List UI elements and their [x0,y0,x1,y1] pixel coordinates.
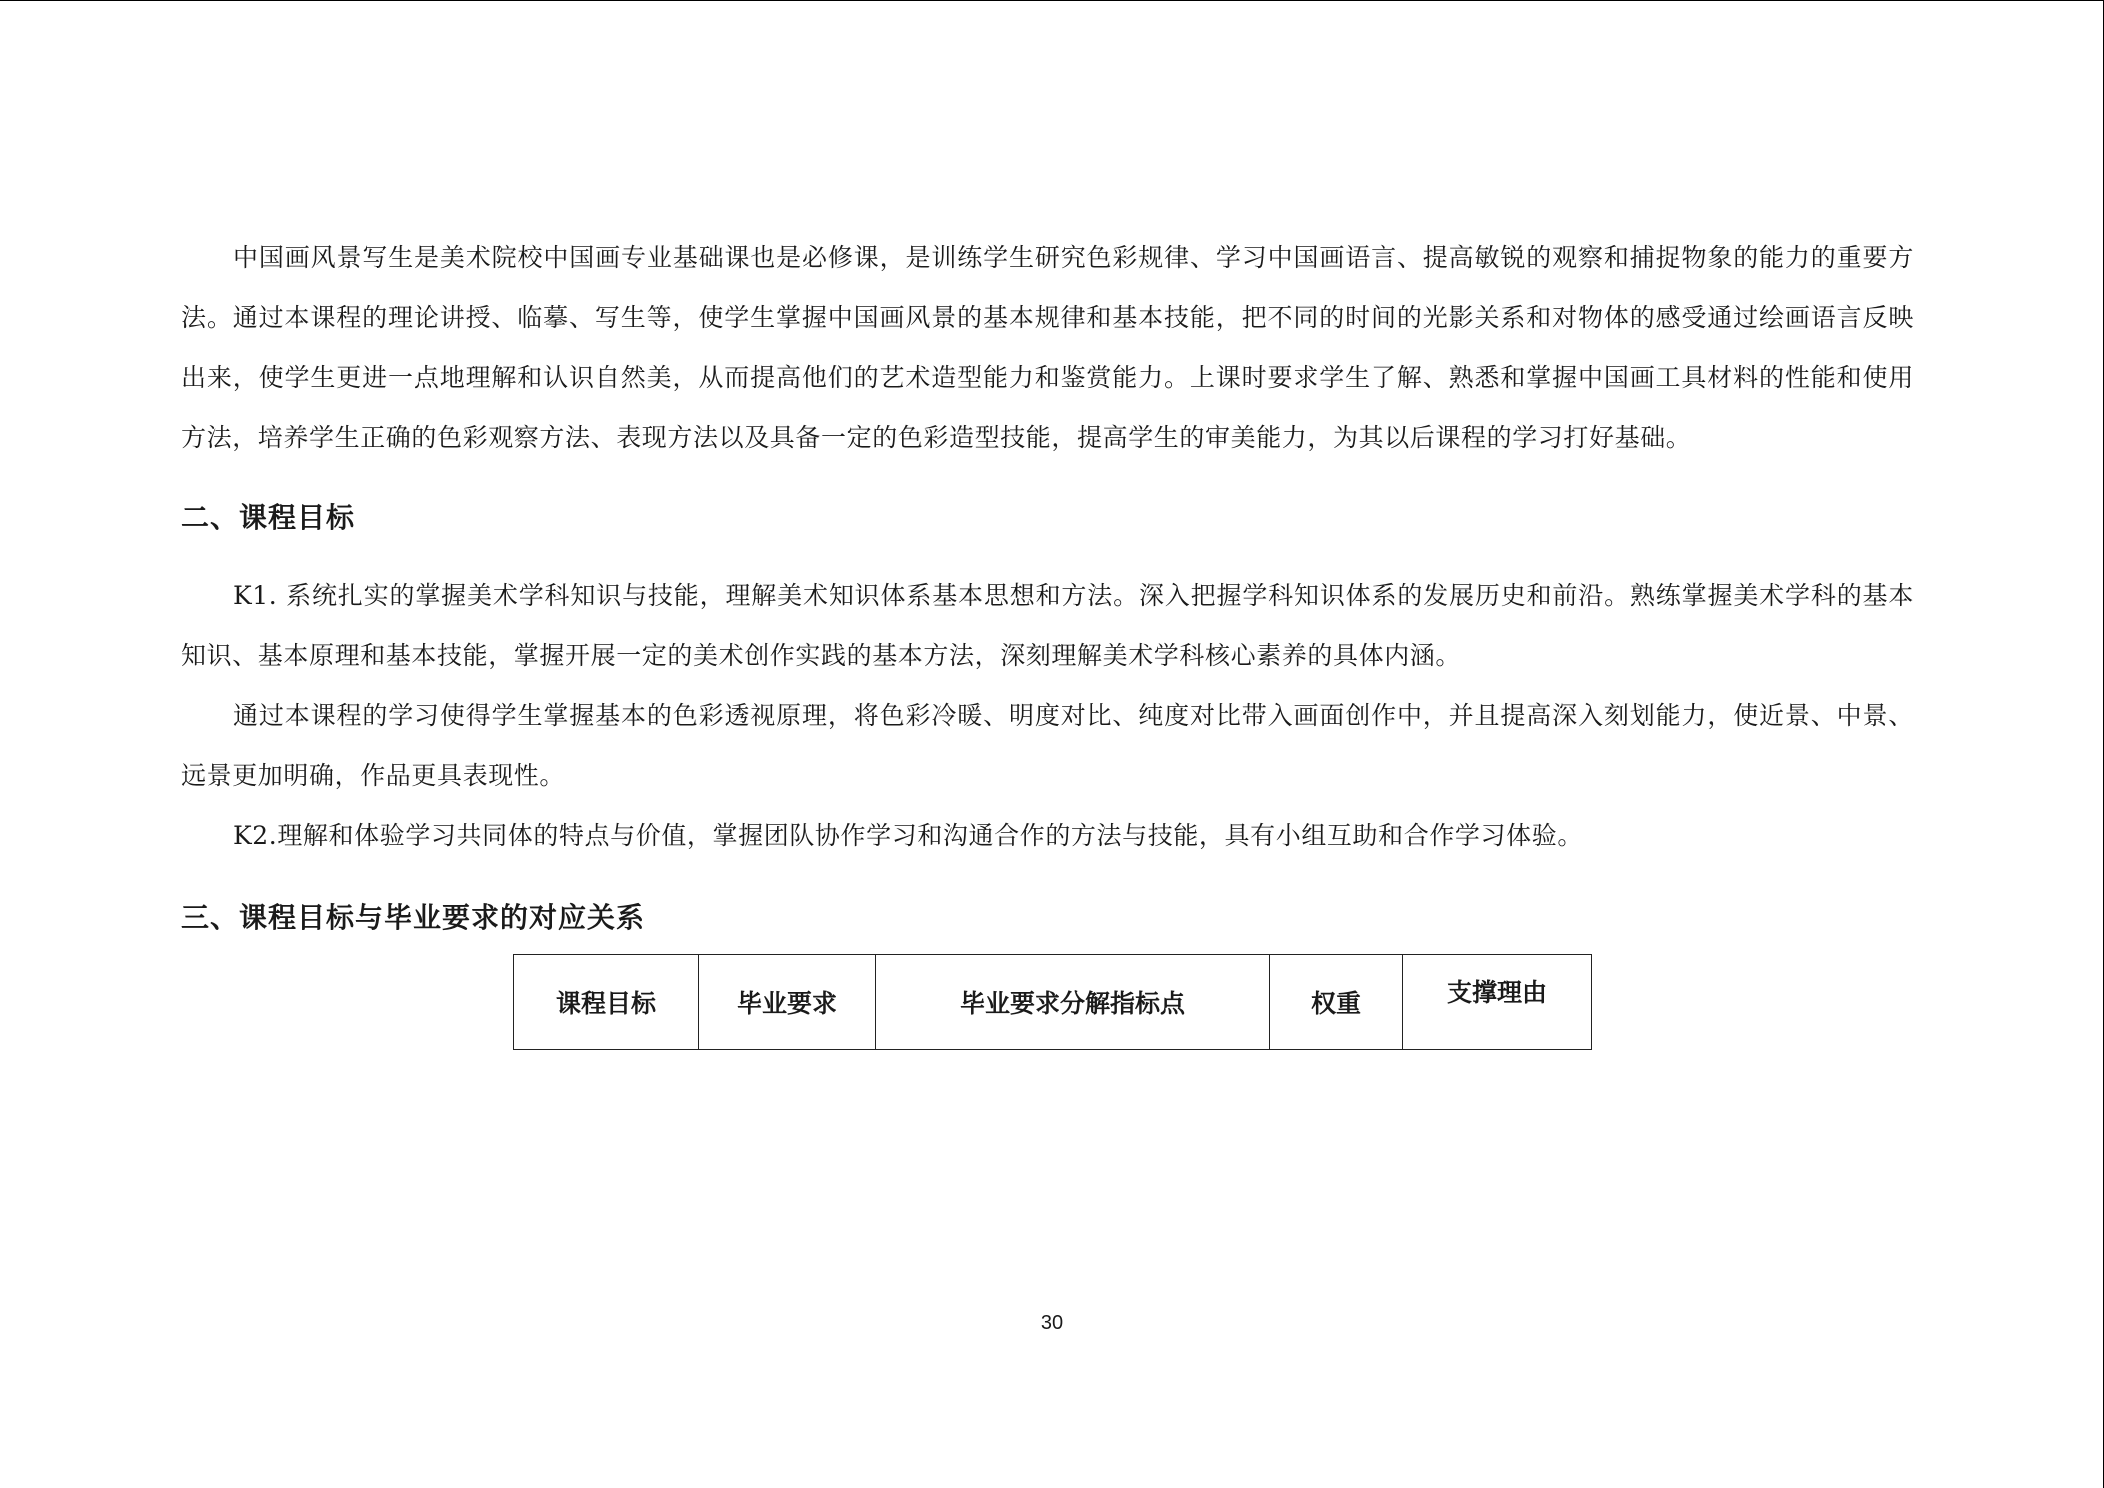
section-heading-course-objectives: 二、课程目标 [181,501,356,534]
intro-paragraph: 中国画风景写生是美术院校中国画专业基础课也是必修课，是训练学生研究色彩规律、学习中国画语言、提高敏锐的观察和捕捉物象的能力的重要方法。通过本课程的理论讲授、临摹、写生等，使学生掌握中国画风景的基本规律和基本技能，把不同的时间的光影关系和对物体的感受通过绘画语言反映出来，使学生更进一点地理解和认识自然美，从而提高他们的艺术造型能力和鉴赏能力。上课时要求学生了解、熟悉和掌握中国画工具材料的性能和使用方法，培养学生正确的色彩观察方法、表现方法以及具备一定的色彩造型技能，提高学生的审美能力，为其以后课程的学习打好基础。 [181,243,1914,452]
section-heading-objective-mapping: 三、课程目标与毕业要求的对应关系 [181,901,646,934]
objective-mapping-table [513,954,1592,1050]
header-cell-weight: 权重 [1270,955,1403,1050]
objective-k2-paragraph: K2.理解和体验学习共同体的特点与价值，掌握团队协作学习和沟通合作的方法与技能，具有小组互助和合作学习体验。 [233,821,1583,850]
page-number: 30 [1040,1312,1064,1334]
page-top-border [0,0,2104,1]
document-body [181,228,1914,1050]
objective-detail-paragraph: 通过本课程的学习使得学生掌握基本的色彩透视原理，将色彩冷暖、明度对比、纯度对比带入画面创作中，并且提高深入刻划能力，使近景、中景、远景更加明确，作品更具表现性。 [181,701,1914,790]
objective-k1-paragraph: K1. 系统扎实的掌握美术学科知识与技能，理解美术知识体系基本思想和方法。深入把握学科知识体系的发展历史和前沿。熟练掌握美术学科的基本知识、基本原理和基本技能，掌握开展一定的美术创作实践的基本方法，深刻理解美术学科核心素养的具体内涵。 [181,581,1914,670]
header-cell-graduation-requirement: 毕业要求 [699,955,876,1050]
table-header-row [514,955,1592,1050]
header-cell-course-objective: 课程目标 [514,955,699,1050]
header-cell-indicator-points: 毕业要求分解指标点 [876,955,1270,1050]
header-cell-support-reason: 支撑理由 [1403,955,1592,1050]
